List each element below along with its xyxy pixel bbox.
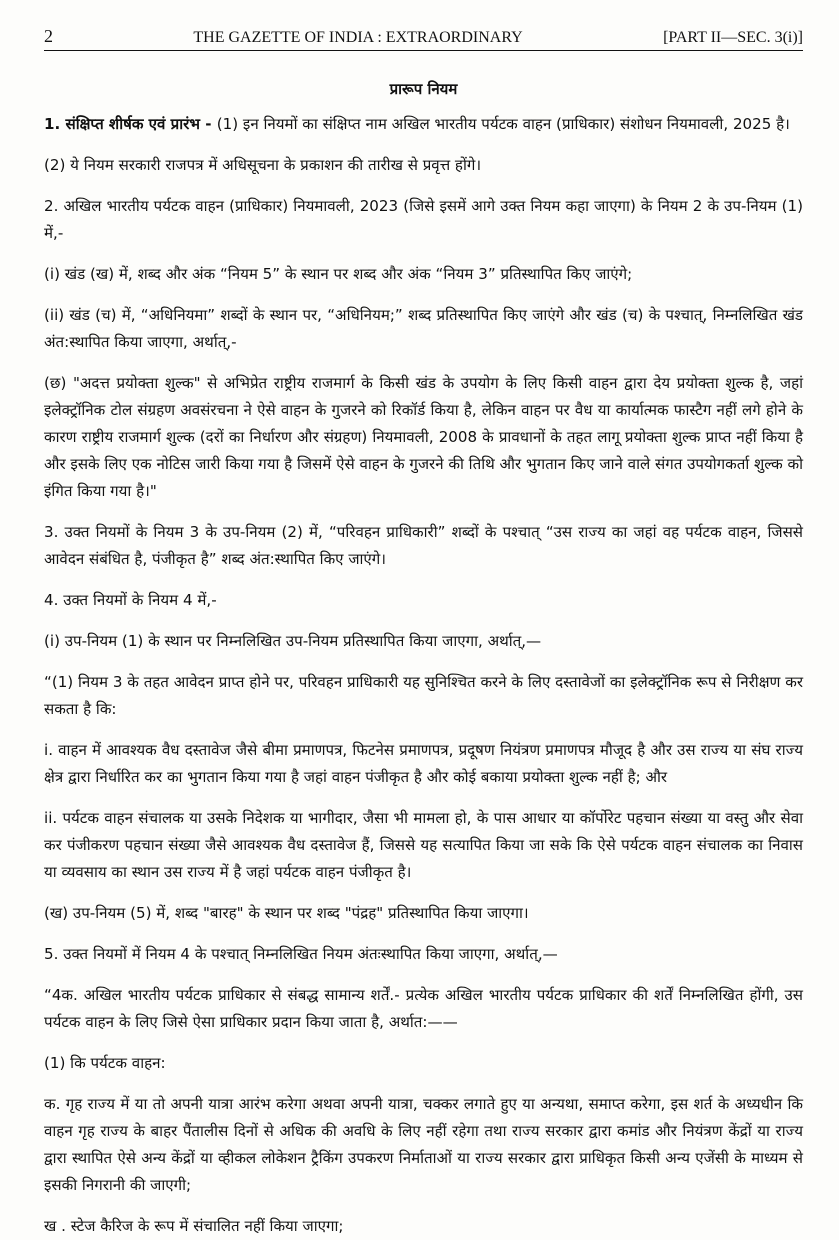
document-title: प्रारूप नियम <box>389 80 458 98</box>
paragraph-1 <box>44 111 803 138</box>
paragraph-15: “4क. अखिल भारतीय पर्यटक प्राधिकार से संबद्ध सामान्य शर्तें.- प्रत्येक अखिल भारतीय पर्यटक प्राधिकार की शर्तें निम्नलिखित होंगी, उस पर्यटक वाहन के लिए जिसे ऐसा प्राधिकार प्रदान किया जाता है, अर्थात:—— <box>44 986 803 1031</box>
document-body <box>44 111 803 1240</box>
paragraph-6: (छ) "अदत्त प्रयोक्ता शुल्क" से अभिप्रेत राष्ट्रीय राजमार्ग के किसी खंड के उपयोग के लिए किसी वाहन द्वारा देय प्रयोक्ता शुल्क है, जहां इलेक्ट्रॉनिक टोल संग्रहण अवसंरचना ने ऐसे वाहन के गुजरने को रिकॉर्ड किया है, लेकिन वाहन पर वैध या कार्यात्मक फास्टैग नहीं लगे होने के कारण राष्ट्रीय राजमार्ग शुल्क (दरों का निर्धारण और संग्रहण) नियमावली, 2008 के प्रावधानों के तहत लागू प्रयोक्ता शुल्क प्राप्त नहीं किया है और इसके लिए एक नोटिस जारी किया गया है जिसमें ऐसे वाहन के गुजरने की तिथि और भुगतान किए जाने वाले संगत उपयोगकर्ता शुल्क को इंगित किया गया है।" <box>44 374 803 500</box>
paragraph-11: i. वाहन में आवश्यक वैध दस्तावेज जैसे बीमा प्रमाणपत्र, फिटनेस प्रमाणपत्र, प्रदूषण नियंत्रण प्रमाणपत्र मौजूद है और उस राज्य या संघ राज्य क्षेत्र द्वारा निर्धारित कर का भुगतान किया गया है जहां वाहन पंजीकृत है और कोई बकाया प्रयोक्ता शुल्क नहीं है; और <box>44 741 803 786</box>
page-number: 2 <box>44 26 53 46</box>
page-header <box>44 0 803 46</box>
paragraph-17: क. गृह राज्य में या तो अपनी यात्रा आरंभ करेगा अथवा अपनी यात्रा, चक्कर लगाते हुए या अन्यथा, समाप्त करेगा, इस शर्त के अध्यधीन कि वाहन गृह राज्य के बाहर पैंतालीस दिनों से अधिक की अवधि के लिए नहीं रहेगा तथा राज्य सरकार द्वारा कमांड और नियंत्रण केंद्रों या राज्य द्वारा स्थापित ऐसे अन्य केंद्रों या व्हीकल लोकेशन ट्रैकिंग उपकरण निर्माताओं या राज्य सरकार द्वारा प्राधिकृत किसी अन्य एजेंसी के माध्यम से इसकी निगरानी की जाएगी; <box>44 1095 803 1194</box>
paragraph-4: (i) खंड (ख) में, शब्द और अंक “नियम 5” के स्थान पर शब्द और अंक “नियम 3” प्रतिस्थापित किए जाएंगे; <box>44 265 633 283</box>
paragraph-10: “(1) नियम 3 के तहत आवेदन प्राप्त होने पर, परिवहन प्राधिकारी यह सुनिश्चित करने के लिए दस्तावेजों का इलेक्ट्रॉनिक रूप से निरीक्षण कर सकता है कि: <box>44 673 803 718</box>
paragraph-13: (ख) उप-नियम (5) में, शब्द "बारह" के स्थान पर शब्द "पंद्रह" प्रतिस्थापित किया जाएगा। <box>44 904 529 922</box>
paragraph-7: 3. उक्त नियमों के नियम 3 के उप-नियम (2) में, “परिवहन प्राधिकारी” शब्दों के पश्चात् “उस राज्य का जहां वह पर्यटक वाहन, जिससे आवेदन संबंधित है, पंजीकृत है” शब्द अंत:स्थापित किए जाएंगे। <box>44 523 803 568</box>
paragraph-12: ii. पर्यटक वाहन संचालक या उसके निदेशक या भागीदार, जैसा भी मामला हो, के पास आधार या कॉर्पोरेट पहचान संख्या या वस्तु और सेवा कर पंजीकरण पहचान संख्या जैसे आवश्यक वैध दस्तावेज हैं, जिससे यह सत्यापित किया जा सके कि ऐसे पर्यटक वाहन संचालक का निवास या व्यवसाय का स्थान उस राज्य में है जहां पर्यटक वाहन पंजीकृत है। <box>44 809 803 881</box>
paragraph-18: ख . स्टेज कैरिज के रूप में संचालित नहीं किया जाएगा; <box>44 1217 344 1235</box>
paragraph-9: (i) उप-नियम (1) के स्थान पर निम्नलिखित उप-नियम प्रतिस्थापित किया जाएगा, अर्थात्,— <box>44 632 542 650</box>
paragraph-8: 4. उक्त नियमों के नियम 4 में,- <box>44 591 217 609</box>
paragraph-14: 5. उक्त नियमों में नियम 4 के पश्चात् निम्नलिखित नियम अंतःस्थापित किया जाएगा, अर्थात्,— <box>44 945 558 963</box>
paragraph-3: 2. अखिल भारतीय पर्यटक वाहन (प्राधिकार) नियमावली, 2023 (जिसे इसमें आगे उक्त नियम कहा जाएगा) के नियम 2 के उप-नियम (1) में,- <box>44 197 803 242</box>
paragraph-5: (ii) खंड (च) में, “अधिनियमा” शब्दों के स्थान पर, “अधिनियम;” शब्द प्रतिस्थापित किए जाएंगे और खंड (च) के पश्चात्, निम्नलिखित खंड अंत:स्थापित किया जाएगा, अर्थात्,- <box>44 306 803 351</box>
part-section: [PART II—SEC. 3(i)] <box>663 29 803 46</box>
gazette-title: THE GAZETTE OF INDIA : EXTRAORDINARY <box>193 29 523 46</box>
paragraph-1-text: (1) इन नियमों का संक्षिप्त नाम अखिल भारतीय पर्यटक वाहन (प्राधिकार) संशोधन नियमावली, 2025 है। <box>216 115 790 133</box>
header-rule <box>44 50 803 51</box>
paragraph-16: (1) कि पर्यटक वाहन: <box>44 1054 166 1072</box>
paragraph-2: (2) ये नियम सरकारी राजपत्र में अधिसूचना के प्रकाशन की तारीख से प्रवृत्त होंगे। <box>44 156 482 174</box>
paragraph-1-heading: 1. संक्षिप्त शीर्षक एवं प्रारंभ - <box>44 115 217 133</box>
